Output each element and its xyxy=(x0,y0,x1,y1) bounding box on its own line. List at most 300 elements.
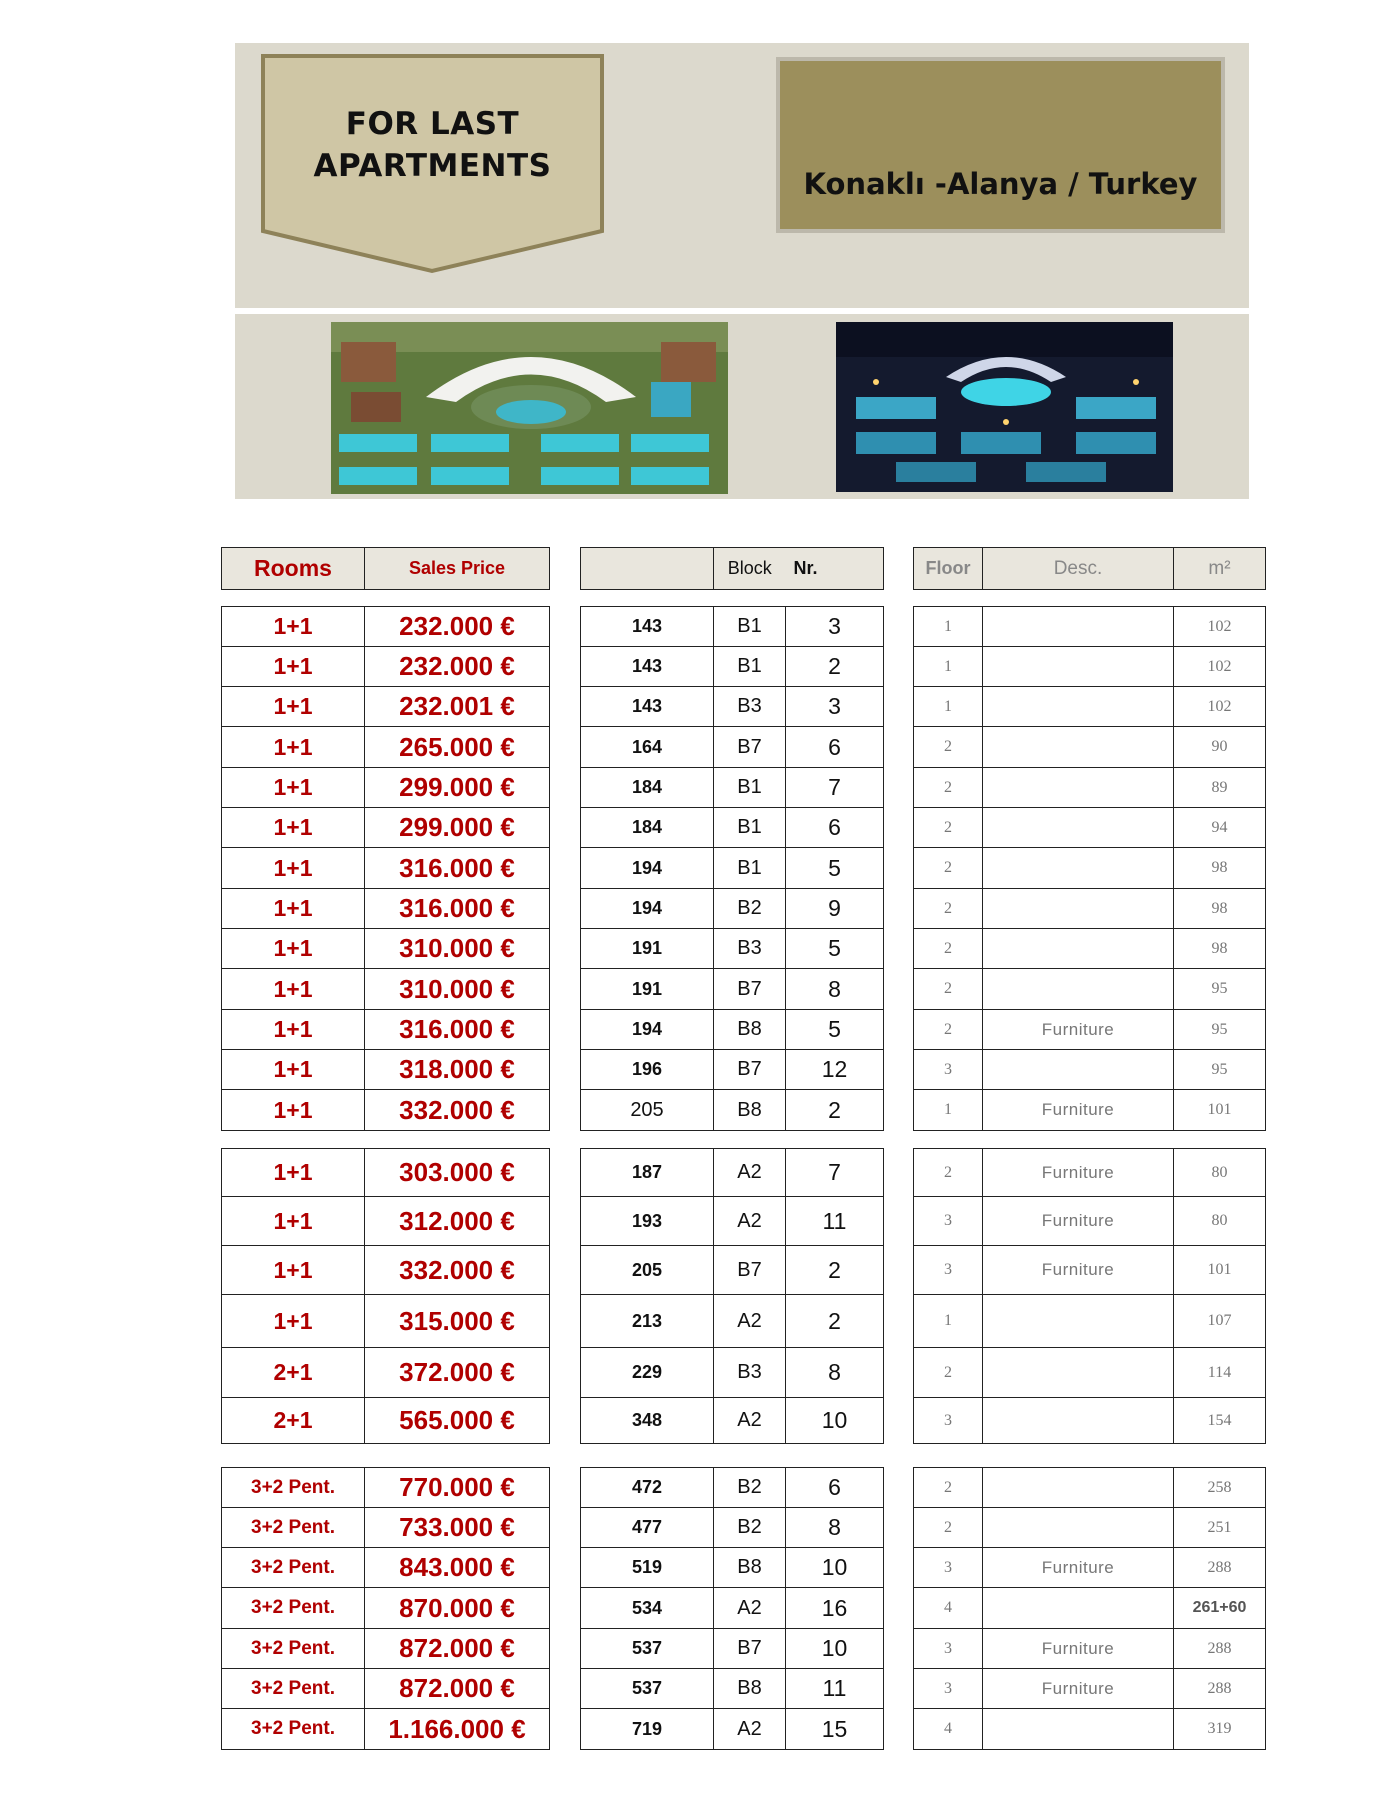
table-row xyxy=(914,848,1266,889)
cell-price: 372.000 € xyxy=(365,1348,550,1398)
table-row xyxy=(581,768,884,808)
cell-rooms: 1+1 xyxy=(222,687,365,727)
header-rooms-price xyxy=(221,547,550,590)
cell-floor: 2 xyxy=(914,1508,983,1548)
table-row xyxy=(222,1348,550,1398)
table-row xyxy=(581,1508,884,1548)
cell-desc: Furniture xyxy=(983,1197,1174,1246)
cell-block: B3 xyxy=(714,687,786,727)
cell-m2: 89 xyxy=(1174,768,1266,808)
cell-block: B1 xyxy=(714,647,786,687)
cell-m2: 251 xyxy=(1174,1508,1266,1548)
cell-m2: 101 xyxy=(1174,1090,1266,1131)
cell-rooms: 3+2 Pent. xyxy=(222,1669,365,1709)
cell-floor: 2 xyxy=(914,808,983,848)
cell-price: 318.000 € xyxy=(365,1050,550,1090)
cell-m2: 95 xyxy=(1174,969,1266,1010)
cell-floor: 4 xyxy=(914,1588,983,1629)
header-code-block-nr xyxy=(580,547,884,590)
cell-desc: Furniture xyxy=(983,1669,1174,1709)
cell-desc xyxy=(983,889,1174,929)
cell-code: 143 xyxy=(581,647,714,687)
cell-block: B7 xyxy=(714,969,786,1010)
group-1-rooms-price-table xyxy=(221,606,550,1131)
group-1-code-block-nr-table xyxy=(580,606,884,1131)
cell-rooms: 3+2 Pent. xyxy=(222,1709,365,1750)
table-row xyxy=(914,647,1266,687)
cell-rooms: 1+1 xyxy=(222,768,365,808)
cell-price: 299.000 € xyxy=(365,768,550,808)
cell-price: 315.000 € xyxy=(365,1295,550,1348)
for-last-apartments-banner xyxy=(260,53,605,275)
cell-nr: 16 xyxy=(786,1588,884,1629)
column-header-rooms: Rooms xyxy=(222,548,365,590)
cell-desc xyxy=(983,687,1174,727)
cell-m2: 261+60 xyxy=(1174,1588,1266,1629)
cell-block: A2 xyxy=(714,1588,786,1629)
cell-desc xyxy=(983,1588,1174,1629)
table-row xyxy=(581,1669,884,1709)
table-row xyxy=(222,1050,550,1090)
cell-code: 184 xyxy=(581,808,714,848)
table-row xyxy=(914,727,1266,768)
cell-floor: 2 xyxy=(914,969,983,1010)
cell-floor: 3 xyxy=(914,1246,983,1295)
table-row xyxy=(581,848,884,889)
cell-block: A2 xyxy=(714,1197,786,1246)
cell-code: 537 xyxy=(581,1629,714,1669)
cell-code: 205 xyxy=(581,1090,714,1131)
table-row xyxy=(222,1149,550,1197)
cell-rooms: 1+1 xyxy=(222,727,365,768)
cell-desc xyxy=(983,768,1174,808)
table-row xyxy=(222,1010,550,1050)
cell-price: 316.000 € xyxy=(365,1010,550,1050)
cell-m2: 288 xyxy=(1174,1629,1266,1669)
table-row xyxy=(914,1246,1266,1295)
cell-nr: 5 xyxy=(786,848,884,889)
cell-nr: 2 xyxy=(786,647,884,687)
table-row xyxy=(222,929,550,969)
cell-price: 265.000 € xyxy=(365,727,550,768)
cell-desc xyxy=(983,1709,1174,1750)
table-row xyxy=(581,1149,884,1197)
cell-price: 232.000 € xyxy=(365,607,550,647)
cell-price: 232.001 € xyxy=(365,687,550,727)
cell-nr: 10 xyxy=(786,1548,884,1588)
cell-rooms: 1+1 xyxy=(222,1246,365,1295)
cell-floor: 1 xyxy=(914,687,983,727)
table-row xyxy=(581,1050,884,1090)
cell-price: 872.000 € xyxy=(365,1669,550,1709)
cell-code: 205 xyxy=(581,1246,714,1295)
cell-rooms: 2+1 xyxy=(222,1348,365,1398)
cell-nr: 6 xyxy=(786,727,884,768)
table-row xyxy=(914,1508,1266,1548)
table-row xyxy=(222,607,550,647)
cell-nr: 7 xyxy=(786,1149,884,1197)
cell-floor: 1 xyxy=(914,1295,983,1348)
table-row xyxy=(222,969,550,1010)
cell-block: B7 xyxy=(714,1246,786,1295)
table-row xyxy=(222,848,550,889)
table-row xyxy=(914,1295,1266,1348)
cell-desc xyxy=(983,969,1174,1010)
cell-desc xyxy=(983,607,1174,647)
cell-block: B8 xyxy=(714,1548,786,1588)
cell-price: 303.000 € xyxy=(365,1149,550,1197)
group-2-rooms-price-table xyxy=(221,1148,550,1444)
cell-rooms: 1+1 xyxy=(222,1090,365,1131)
cell-nr: 9 xyxy=(786,889,884,929)
table-row xyxy=(222,1246,550,1295)
cell-desc xyxy=(983,929,1174,969)
cell-m2: 319 xyxy=(1174,1709,1266,1750)
cell-nr: 2 xyxy=(786,1090,884,1131)
table-row xyxy=(581,687,884,727)
cell-price: 332.000 € xyxy=(365,1090,550,1131)
cell-m2: 154 xyxy=(1174,1398,1266,1444)
table-row xyxy=(222,1588,550,1629)
cell-code: 534 xyxy=(581,1588,714,1629)
cell-price: 870.000 € xyxy=(365,1588,550,1629)
cell-floor: 3 xyxy=(914,1197,983,1246)
cell-block: B8 xyxy=(714,1669,786,1709)
cell-nr: 12 xyxy=(786,1050,884,1090)
cell-block: B3 xyxy=(714,1348,786,1398)
cell-desc xyxy=(983,848,1174,889)
cell-rooms: 3+2 Pent. xyxy=(222,1508,365,1548)
banner-line-2: APARTMENTS xyxy=(313,148,552,184)
table-row xyxy=(914,969,1266,1010)
cell-desc xyxy=(983,1295,1174,1348)
cell-m2: 107 xyxy=(1174,1295,1266,1348)
table-row xyxy=(914,889,1266,929)
cell-rooms: 1+1 xyxy=(222,647,365,687)
table-row xyxy=(222,1398,550,1444)
table-row xyxy=(222,808,550,848)
cell-price: 770.000 € xyxy=(365,1468,550,1508)
cell-block: A2 xyxy=(714,1295,786,1348)
cell-rooms: 1+1 xyxy=(222,1295,365,1348)
cell-nr: 8 xyxy=(786,1348,884,1398)
cell-price: 310.000 € xyxy=(365,969,550,1010)
cell-floor: 4 xyxy=(914,1709,983,1750)
cell-code: 187 xyxy=(581,1149,714,1197)
group-3-code-block-nr-table xyxy=(580,1467,884,1750)
cell-m2: 102 xyxy=(1174,607,1266,647)
table-row xyxy=(914,1468,1266,1508)
cell-block: B2 xyxy=(714,1508,786,1548)
cell-rooms: 3+2 Pent. xyxy=(222,1588,365,1629)
table-row xyxy=(914,929,1266,969)
cell-m2: 94 xyxy=(1174,808,1266,848)
group-1-floor-desc-m2-table xyxy=(913,606,1266,1131)
table-row xyxy=(222,889,550,929)
cell-code: 477 xyxy=(581,1508,714,1548)
column-header-code xyxy=(581,548,714,590)
column-header-block: Block xyxy=(714,548,786,590)
table-row xyxy=(222,1468,550,1508)
cell-price: 316.000 € xyxy=(365,848,550,889)
location-label: Konaklı -Alanya / Turkey xyxy=(803,167,1198,201)
cell-m2: 114 xyxy=(1174,1348,1266,1398)
cell-desc: Furniture xyxy=(983,1548,1174,1588)
cell-code: 196 xyxy=(581,1050,714,1090)
location-box xyxy=(776,57,1225,233)
table-row xyxy=(914,1149,1266,1197)
cell-nr: 8 xyxy=(786,1508,884,1548)
cell-nr: 15 xyxy=(786,1709,884,1750)
table-row xyxy=(222,1197,550,1246)
cell-price: 733.000 € xyxy=(365,1508,550,1548)
cell-rooms: 2+1 xyxy=(222,1398,365,1444)
table-row xyxy=(581,1629,884,1669)
table-row xyxy=(914,1548,1266,1588)
cell-m2: 288 xyxy=(1174,1669,1266,1709)
table-row xyxy=(222,647,550,687)
cell-m2: 102 xyxy=(1174,647,1266,687)
cell-rooms: 1+1 xyxy=(222,607,365,647)
cell-desc xyxy=(983,1398,1174,1444)
cell-nr: 3 xyxy=(786,687,884,727)
cell-price: 299.000 € xyxy=(365,808,550,848)
table-row xyxy=(581,1468,884,1508)
cell-block: B1 xyxy=(714,607,786,647)
cell-desc xyxy=(983,1508,1174,1548)
cell-floor: 2 xyxy=(914,727,983,768)
table-row xyxy=(914,1010,1266,1050)
cell-desc xyxy=(983,647,1174,687)
cell-m2: 80 xyxy=(1174,1197,1266,1246)
table-row xyxy=(581,929,884,969)
cell-rooms: 1+1 xyxy=(222,1010,365,1050)
cell-m2: 98 xyxy=(1174,929,1266,969)
group-2-code-block-nr-table xyxy=(580,1148,884,1444)
cell-floor: 2 xyxy=(914,889,983,929)
cell-m2: 80 xyxy=(1174,1149,1266,1197)
cell-block: B1 xyxy=(714,808,786,848)
cell-code: 213 xyxy=(581,1295,714,1348)
cell-price: 310.000 € xyxy=(365,929,550,969)
column-header-sales-price: Sales Price xyxy=(365,548,550,590)
table-row xyxy=(581,727,884,768)
cell-code: 719 xyxy=(581,1709,714,1750)
cell-rooms: 3+2 Pent. xyxy=(222,1548,365,1588)
cell-m2: 98 xyxy=(1174,848,1266,889)
cell-rooms: 3+2 Pent. xyxy=(222,1468,365,1508)
cell-floor: 2 xyxy=(914,848,983,889)
cell-floor: 1 xyxy=(914,1090,983,1131)
cell-price: 312.000 € xyxy=(365,1197,550,1246)
cell-price: 565.000 € xyxy=(365,1398,550,1444)
cell-nr: 8 xyxy=(786,969,884,1010)
cell-code: 184 xyxy=(581,768,714,808)
cell-code: 164 xyxy=(581,727,714,768)
cell-code: 191 xyxy=(581,929,714,969)
table-row xyxy=(581,808,884,848)
table-row xyxy=(581,1010,884,1050)
column-header-m2: m² xyxy=(1174,548,1266,590)
cell-nr: 2 xyxy=(786,1246,884,1295)
table-row xyxy=(581,1588,884,1629)
cell-rooms: 1+1 xyxy=(222,848,365,889)
cell-nr: 6 xyxy=(786,808,884,848)
cell-code: 537 xyxy=(581,1669,714,1709)
table-row xyxy=(914,1398,1266,1444)
cell-block: B2 xyxy=(714,889,786,929)
group-2-floor-desc-m2-table xyxy=(913,1148,1266,1444)
cell-desc: Furniture xyxy=(983,1149,1174,1197)
table-row xyxy=(581,1295,884,1348)
cell-desc xyxy=(983,1050,1174,1090)
resort-aerial-night-photo xyxy=(836,322,1173,492)
cell-block: A2 xyxy=(714,1709,786,1750)
cell-desc: Furniture xyxy=(983,1090,1174,1131)
cell-nr: 2 xyxy=(786,1295,884,1348)
table-row xyxy=(222,727,550,768)
cell-floor: 2 xyxy=(914,1348,983,1398)
cell-nr: 11 xyxy=(786,1669,884,1709)
cell-rooms: 3+2 Pent. xyxy=(222,1629,365,1669)
cell-price: 332.000 € xyxy=(365,1246,550,1295)
cell-code: 194 xyxy=(581,848,714,889)
cell-price: 1.166.000 € xyxy=(365,1709,550,1750)
table-row xyxy=(222,1548,550,1588)
table-row xyxy=(222,1295,550,1348)
table-row xyxy=(581,969,884,1010)
table-row xyxy=(581,1348,884,1398)
cell-nr: 7 xyxy=(786,768,884,808)
cell-floor: 2 xyxy=(914,929,983,969)
table-row xyxy=(581,1246,884,1295)
cell-floor: 2 xyxy=(914,1149,983,1197)
cell-m2: 95 xyxy=(1174,1050,1266,1090)
cell-block: B3 xyxy=(714,929,786,969)
cell-desc xyxy=(983,727,1174,768)
table-row xyxy=(222,1508,550,1548)
cell-code: 194 xyxy=(581,889,714,929)
cell-rooms: 1+1 xyxy=(222,969,365,1010)
cell-desc xyxy=(983,1348,1174,1398)
cell-nr: 5 xyxy=(786,1010,884,1050)
cell-floor: 1 xyxy=(914,607,983,647)
table-row xyxy=(914,1348,1266,1398)
cell-price: 843.000 € xyxy=(365,1548,550,1588)
cell-m2: 98 xyxy=(1174,889,1266,929)
table-row xyxy=(581,1709,884,1750)
cell-price: 232.000 € xyxy=(365,647,550,687)
cell-code: 519 xyxy=(581,1548,714,1588)
resort-site-plan-day-photo xyxy=(331,322,728,494)
table-row xyxy=(581,607,884,647)
cell-block: B1 xyxy=(714,848,786,889)
cell-nr: 10 xyxy=(786,1629,884,1669)
table-row xyxy=(222,1090,550,1131)
cell-price: 872.000 € xyxy=(365,1629,550,1669)
cell-m2: 258 xyxy=(1174,1468,1266,1508)
cell-rooms: 1+1 xyxy=(222,929,365,969)
cell-code: 348 xyxy=(581,1398,714,1444)
cell-nr: 6 xyxy=(786,1468,884,1508)
cell-floor: 2 xyxy=(914,768,983,808)
cell-m2: 95 xyxy=(1174,1010,1266,1050)
table-row xyxy=(914,1090,1266,1131)
table-row xyxy=(581,889,884,929)
table-row xyxy=(222,1629,550,1669)
table-row xyxy=(581,1398,884,1444)
cell-code: 143 xyxy=(581,687,714,727)
cell-m2: 90 xyxy=(1174,727,1266,768)
table-row xyxy=(222,1669,550,1709)
cell-nr: 11 xyxy=(786,1197,884,1246)
cell-nr: 10 xyxy=(786,1398,884,1444)
table-row xyxy=(581,1548,884,1588)
cell-nr: 3 xyxy=(786,607,884,647)
table-row xyxy=(581,1090,884,1131)
cell-rooms: 1+1 xyxy=(222,1050,365,1090)
cell-code: 194 xyxy=(581,1010,714,1050)
cell-block: B2 xyxy=(714,1468,786,1508)
group-3-floor-desc-m2-table xyxy=(913,1467,1266,1750)
cell-code: 193 xyxy=(581,1197,714,1246)
cell-rooms: 1+1 xyxy=(222,1197,365,1246)
table-row xyxy=(914,1588,1266,1629)
cell-block: B1 xyxy=(714,768,786,808)
cell-nr: 5 xyxy=(786,929,884,969)
table-row xyxy=(914,1629,1266,1669)
cell-block: A2 xyxy=(714,1149,786,1197)
table-row xyxy=(581,647,884,687)
table-row xyxy=(914,1050,1266,1090)
table-row xyxy=(914,687,1266,727)
table-row xyxy=(222,1709,550,1750)
cell-block: B7 xyxy=(714,727,786,768)
banner-line-1: FOR LAST xyxy=(345,106,520,142)
cell-floor: 1 xyxy=(914,647,983,687)
cell-floor: 3 xyxy=(914,1548,983,1588)
cell-block: A2 xyxy=(714,1398,786,1444)
table-row xyxy=(914,768,1266,808)
column-header-desc: Desc. xyxy=(983,548,1174,590)
cell-rooms: 1+1 xyxy=(222,889,365,929)
table-row xyxy=(581,1197,884,1246)
cell-floor: 3 xyxy=(914,1629,983,1669)
cell-floor: 3 xyxy=(914,1669,983,1709)
banner-title xyxy=(260,103,605,187)
cell-price: 316.000 € xyxy=(365,889,550,929)
cell-block: B7 xyxy=(714,1050,786,1090)
cell-code: 472 xyxy=(581,1468,714,1508)
table-row xyxy=(914,1669,1266,1709)
cell-block: B7 xyxy=(714,1629,786,1669)
table-row xyxy=(914,1197,1266,1246)
cell-block: B8 xyxy=(714,1090,786,1131)
cell-floor: 2 xyxy=(914,1468,983,1508)
cell-floor: 2 xyxy=(914,1010,983,1050)
cell-desc: Furniture xyxy=(983,1629,1174,1669)
cell-desc xyxy=(983,1468,1174,1508)
header-floor-desc-m2 xyxy=(913,547,1266,590)
cell-rooms: 1+1 xyxy=(222,1149,365,1197)
table-row xyxy=(222,687,550,727)
column-header-nr: Nr. xyxy=(786,548,884,590)
table-row xyxy=(914,808,1266,848)
cell-block: B8 xyxy=(714,1010,786,1050)
cell-desc xyxy=(983,808,1174,848)
cell-code: 191 xyxy=(581,969,714,1010)
table-row xyxy=(914,607,1266,647)
